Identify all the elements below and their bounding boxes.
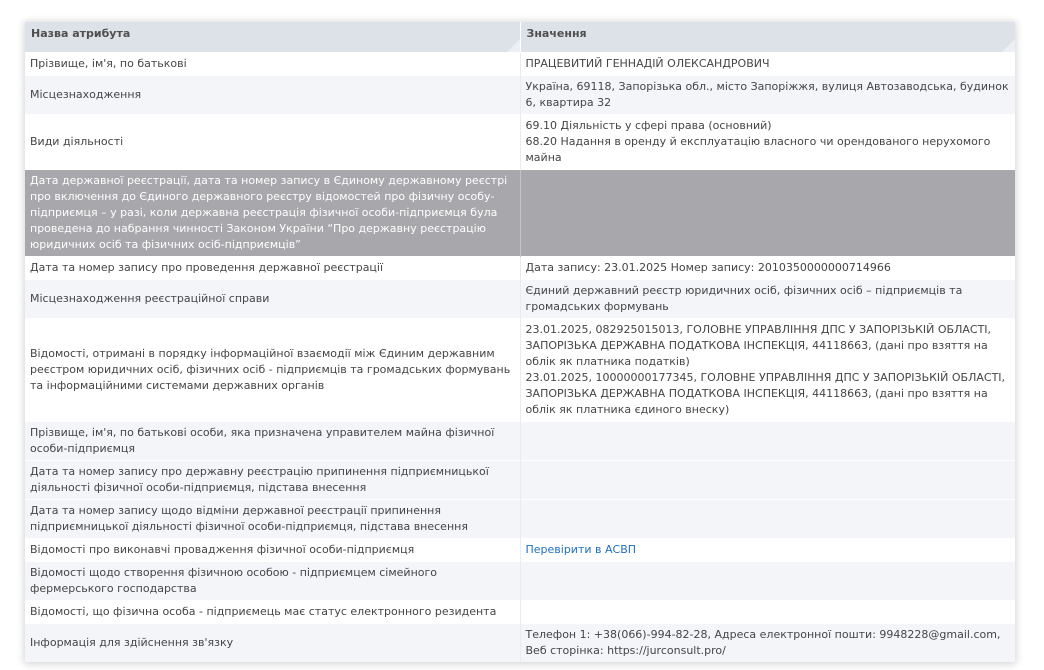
attribute-name: Інформація для здійснення зв'язку [25, 624, 520, 663]
table-row [25, 624, 1015, 663]
header-corner-decoration [1002, 39, 1015, 52]
attribute-value [520, 422, 1015, 461]
attribute-value [520, 257, 1015, 280]
table-row [25, 601, 1015, 624]
attribute-name: Відомості про виконавчі провадження фізичної особи-підприємця [25, 539, 520, 562]
attribute-value [520, 170, 1015, 257]
attribute-name: Прізвище, ім'я, по батькові особи, яка призначена управителем майна фізичної особи-підприємця [25, 422, 520, 461]
attribute-name: Прізвище, ім'я, по батькові [25, 53, 520, 76]
attribute-value [520, 539, 1015, 562]
table-row [25, 280, 1015, 319]
attribute-value [520, 280, 1015, 319]
header-corner-decoration [507, 39, 520, 52]
value-line: 23.01.2025, 10000000177345, ГОЛОВНЕ УПРАВЛІННЯ ДПС У ЗАПОРІЗЬКІЙ ОБЛАСТІ, ЗАПОРІЗЬКА ДЕРЖАВНА ПОДАТКОВА ІНСПЕКЦІЯ, 44118663, (дані про взяття на облік як платника єдиного внеску) [525, 371, 1006, 416]
table-row [25, 562, 1015, 601]
attribute-value [520, 624, 1015, 663]
table-row [25, 422, 1015, 461]
table-row [25, 319, 1015, 422]
value-line: ПРАЦЕВИТИЙ ГЕННАДІЙ ОЛЕКСАНДРОВИЧ [525, 57, 770, 70]
attribute-name: Види діяльності [25, 115, 520, 170]
attribute-value [520, 562, 1015, 601]
value-line: 68.20 Надання в оренду й експлуатацію власного чи орендованого нерухомого майна [525, 135, 991, 164]
attribute-name: Відомості, отримані в порядку інформаційної взаємодії між Єдиним державним реєстром юридичних осіб, фізичних осіб - підприємців та громадських формувань та інформаційними системами державних органів [25, 319, 520, 422]
header-attribute-name [25, 22, 520, 53]
check-asvp-link[interactable]: Перевірити в АСВП [525, 543, 637, 556]
attribute-value [520, 319, 1015, 422]
header-value-label: Значення [526, 27, 587, 40]
attribute-value [520, 461, 1015, 500]
header-value [520, 22, 1015, 53]
attribute-name: Дата та номер запису про проведення державної реєстрації [25, 257, 520, 280]
attribute-value [520, 53, 1015, 76]
table-row [25, 539, 1015, 562]
header-attribute-name-label: Назва атрибута [31, 27, 131, 40]
table-row [25, 257, 1015, 280]
value-line: Єдиний державний реєстр юридичних осіб, фізичних осіб – підприємців та громадських формувань [525, 284, 963, 313]
attribute-name: Дата та номер запису про державну реєстрацію припинення підприємницької діяльності фізичної особи-підприємця, підстава внесення [25, 461, 520, 500]
attribute-name: Місцезнаходження [25, 76, 520, 115]
attribute-name: Дата та номер запису щодо відміни державної реєстрації припинення підприємницької діяльності фізичної особи-підприємця, підстава внесення [25, 500, 520, 539]
value-line: 69.10 Діяльність у сфері права (основний) [525, 119, 772, 132]
attribute-name: Місцезнаходження реєстраційної справи [25, 280, 520, 319]
attributes-card [25, 22, 1015, 662]
value-line: Дата запису: 23.01.2025 Номер запису: 2010350000000714966 [525, 261, 891, 274]
attribute-value [520, 115, 1015, 170]
attributes-table [25, 22, 1015, 662]
attribute-value [520, 500, 1015, 539]
attribute-value [520, 601, 1015, 624]
attribute-value [520, 76, 1015, 115]
attribute-name: Дата державної реєстрації, дата та номер запису в Єдиному державному реєстрі про включення до Єдиного державного реєстру відомостей про фізичну особу-підприємця – у разі, коли державна реєстрація фізичної особи-підприємця була проведена до набрання чинності Законом України “Про державну реєстрацію юридичних осіб та фізичних осіб-підприємців” [25, 170, 520, 257]
table-header-row [25, 22, 1015, 53]
value-line: Телефон 1: +38(066)-994-82-28, Адреса електронної пошти: 9948228@gmail.com, Веб сторінка: https://jurconsult.pro/ [525, 628, 1001, 657]
table-row [25, 76, 1015, 115]
value-line: 23.01.2025, 082925015013, ГОЛОВНЕ УПРАВЛІННЯ ДПС У ЗАПОРІЗЬКІЙ ОБЛАСТІ, ЗАПОРІЗЬКА ДЕРЖАВНА ПОДАТКОВА ІНСПЕКЦІЯ, 44118663, (дані про взяття на облік як платника податків) [525, 323, 992, 368]
table-row [25, 461, 1015, 500]
value-line: Україна, 69118, Запорізька обл., місто Запоріжжя, вулиця Автозаводська, будинок 6, квартира 32 [525, 80, 1009, 109]
attribute-name: Відомості, що фізична особа - підприємець має статус електронного резидента [25, 601, 520, 624]
table-row [25, 53, 1015, 76]
table-row [25, 115, 1015, 170]
table-row [25, 500, 1015, 539]
attribute-name: Відомості щодо створення фізичною особою - підприємцем сімейного фермерського господарства [25, 562, 520, 601]
table-row-highlighted [25, 170, 1015, 257]
